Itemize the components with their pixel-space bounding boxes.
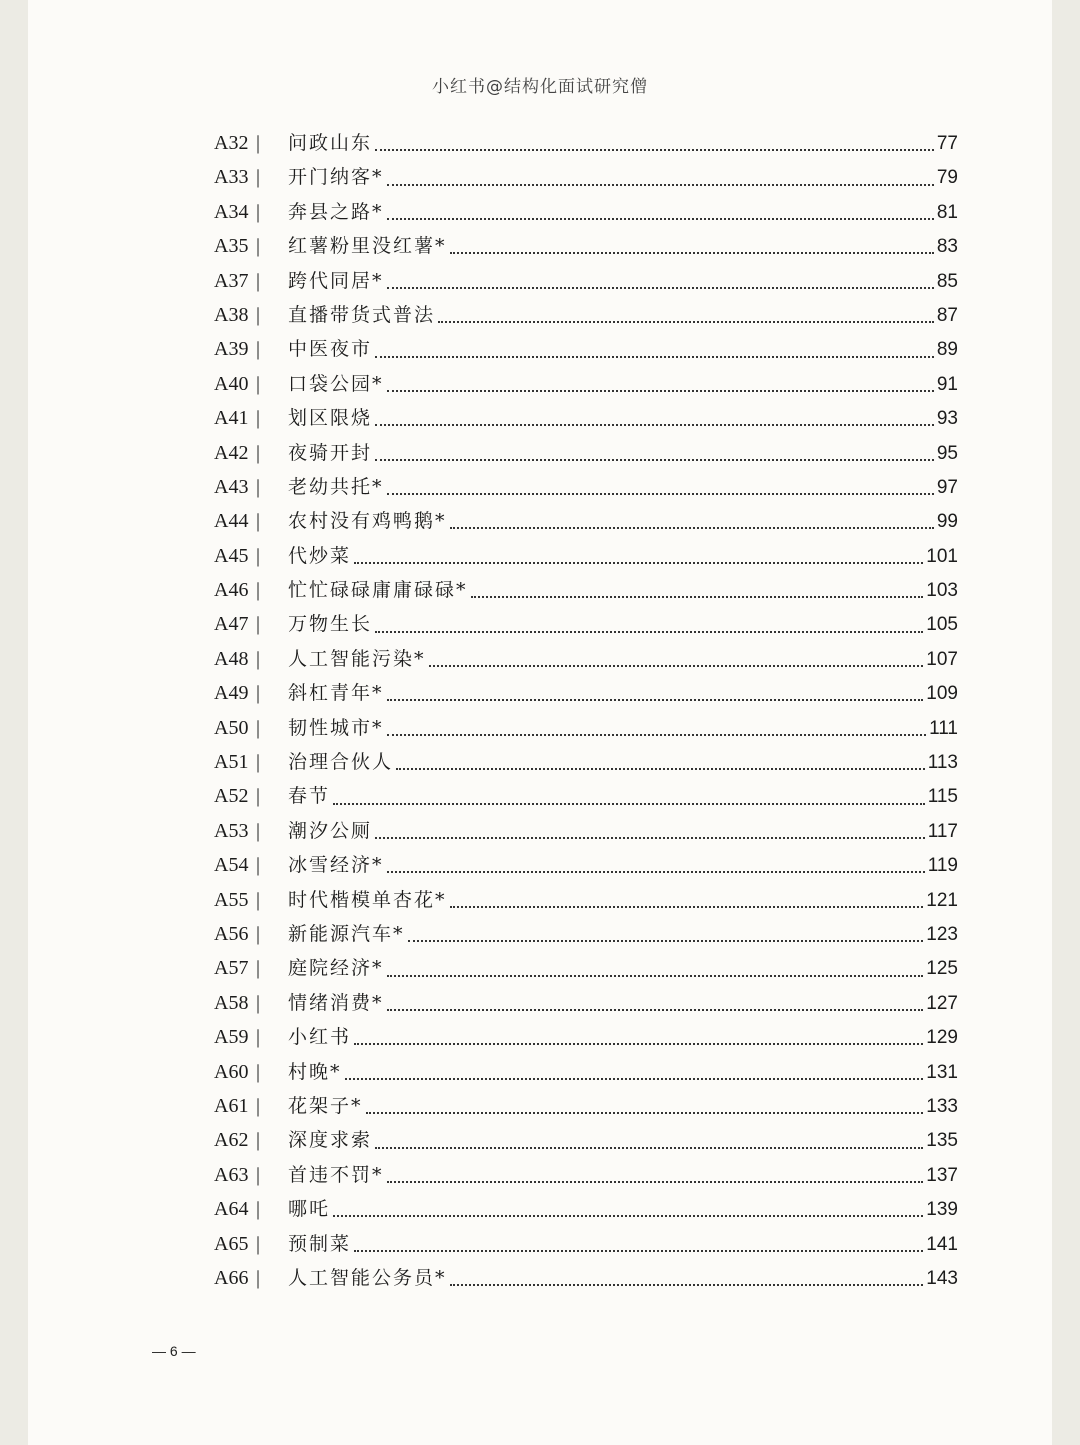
toc-separator: | bbox=[256, 1163, 261, 1186]
toc-separator: | bbox=[256, 166, 261, 189]
toc-separator: | bbox=[256, 957, 261, 980]
toc-entry bbox=[214, 848, 958, 882]
toc-entry bbox=[214, 1123, 958, 1157]
toc-separator: | bbox=[256, 613, 261, 636]
toc-entry-code: A62 bbox=[214, 1129, 249, 1152]
toc-entry bbox=[214, 229, 958, 263]
toc-entry-code: A56 bbox=[214, 922, 249, 945]
toc-entry-page: 105 bbox=[926, 614, 958, 636]
dot-leader bbox=[429, 665, 924, 667]
toc-entry-code: A34 bbox=[214, 200, 249, 223]
dot-leader bbox=[375, 631, 923, 633]
toc-entry-page: 111 bbox=[929, 717, 958, 739]
toc-entry-title: 村晚* bbox=[288, 1060, 342, 1083]
toc-entry bbox=[214, 195, 958, 229]
document-page bbox=[28, 0, 1052, 1445]
toc-entry-title: 老幼共托* bbox=[288, 475, 384, 498]
dot-leader bbox=[387, 493, 934, 495]
toc-separator: | bbox=[256, 751, 261, 774]
toc-separator: | bbox=[256, 819, 261, 842]
toc-entry-code: A61 bbox=[214, 1094, 249, 1117]
toc-entry bbox=[214, 332, 958, 366]
dot-leader bbox=[387, 1181, 924, 1183]
toc-entry-title: 花架子* bbox=[288, 1094, 363, 1117]
toc-separator: | bbox=[256, 338, 261, 361]
toc-separator: | bbox=[256, 1094, 261, 1117]
dot-leader bbox=[354, 1043, 923, 1045]
toc-entry-page: 121 bbox=[926, 889, 958, 911]
dot-leader bbox=[387, 699, 924, 701]
dot-leader bbox=[387, 287, 934, 289]
toc-entry bbox=[214, 126, 958, 160]
toc-separator: | bbox=[256, 269, 261, 292]
toc-entry-code: A53 bbox=[214, 819, 249, 842]
toc-separator: | bbox=[256, 1198, 261, 1221]
dot-leader bbox=[438, 321, 934, 323]
toc-separator: | bbox=[256, 991, 261, 1014]
dot-leader bbox=[375, 837, 925, 839]
toc-entry-title: 新能源汽车* bbox=[288, 922, 405, 945]
toc-entry-page: 109 bbox=[926, 683, 958, 705]
toc-entry-title: 潮汐公厕 bbox=[288, 819, 373, 842]
toc-entry-title: 开门纳客* bbox=[288, 166, 384, 189]
toc-entry bbox=[214, 367, 958, 401]
toc-separator: | bbox=[256, 785, 261, 808]
toc-entry-page: 131 bbox=[926, 1061, 958, 1083]
toc-entry-code: A39 bbox=[214, 338, 249, 361]
toc-entry-page: 79 bbox=[936, 167, 958, 189]
dot-leader bbox=[387, 975, 924, 977]
toc-separator: | bbox=[256, 303, 261, 326]
dot-leader bbox=[450, 527, 934, 529]
dot-leader bbox=[408, 940, 924, 942]
toc-separator: | bbox=[256, 132, 261, 154]
toc-entry-page: 129 bbox=[926, 1027, 958, 1049]
toc-entry-title: 治理合伙人 bbox=[288, 751, 394, 774]
dot-leader bbox=[387, 218, 934, 220]
toc-entry-title: 春节 bbox=[288, 785, 331, 808]
toc-separator: | bbox=[256, 922, 261, 945]
toc-separator: | bbox=[256, 510, 261, 533]
toc-entry bbox=[214, 470, 958, 504]
toc-entry bbox=[214, 779, 958, 813]
toc-entry-code: A66 bbox=[214, 1266, 249, 1289]
toc-entry-page: 81 bbox=[936, 201, 958, 223]
toc-entry-code: A58 bbox=[214, 991, 249, 1014]
toc-entry-title: 农村没有鸡鸭鹅* bbox=[288, 510, 447, 533]
dot-leader bbox=[471, 596, 924, 598]
toc-entry bbox=[214, 676, 958, 710]
toc-entry-title: 红薯粉里没红薯* bbox=[288, 235, 447, 258]
toc-entry-title: 情绪消费* bbox=[288, 991, 384, 1014]
dot-leader bbox=[387, 1009, 924, 1011]
dot-leader bbox=[387, 871, 925, 873]
toc-entry-page: 103 bbox=[926, 580, 958, 602]
toc-entry-page: 135 bbox=[926, 1130, 958, 1152]
dot-leader bbox=[450, 1284, 924, 1286]
toc-separator: | bbox=[256, 235, 261, 258]
dot-leader bbox=[366, 1112, 924, 1114]
toc-entry bbox=[214, 436, 958, 470]
table-of-contents bbox=[214, 126, 958, 1295]
toc-entry-title: 人工智能污染* bbox=[288, 647, 426, 670]
toc-separator: | bbox=[256, 579, 261, 602]
dot-leader bbox=[387, 390, 934, 392]
toc-entry-title: 奔县之路* bbox=[288, 200, 384, 223]
toc-entry-code: A52 bbox=[214, 785, 249, 808]
toc-entry-page: 95 bbox=[936, 442, 958, 464]
toc-entry bbox=[214, 160, 958, 194]
toc-entry-code: A63 bbox=[214, 1163, 249, 1186]
toc-entry bbox=[214, 745, 958, 779]
toc-entry-page: 141 bbox=[926, 1233, 958, 1255]
toc-separator: | bbox=[256, 544, 261, 567]
toc-entry-code: A40 bbox=[214, 372, 249, 395]
toc-separator: | bbox=[256, 682, 261, 705]
dot-leader bbox=[375, 424, 934, 426]
toc-entry-code: A37 bbox=[214, 269, 249, 292]
toc-entry bbox=[214, 504, 958, 538]
toc-entry-title: 人工智能公务员* bbox=[288, 1266, 447, 1289]
toc-entry-page: 107 bbox=[926, 648, 958, 670]
toc-entry-code: A44 bbox=[214, 510, 249, 533]
toc-entry-title: 划区限烧 bbox=[288, 407, 373, 430]
toc-entry bbox=[214, 814, 958, 848]
toc-entry-page: 97 bbox=[936, 476, 958, 498]
toc-entry-code: A51 bbox=[214, 751, 249, 774]
toc-entry bbox=[214, 1089, 958, 1123]
dot-leader bbox=[450, 252, 934, 254]
toc-entry-page: 137 bbox=[926, 1164, 958, 1186]
toc-entry-title: 深度求索 bbox=[288, 1129, 373, 1152]
toc-entry bbox=[214, 539, 958, 573]
toc-entry-code: A32 bbox=[214, 132, 249, 154]
toc-entry-page: 99 bbox=[936, 511, 958, 533]
toc-entry-code: A43 bbox=[214, 475, 249, 498]
toc-separator: | bbox=[256, 1232, 261, 1255]
dot-leader bbox=[375, 149, 934, 151]
toc-separator: | bbox=[256, 200, 261, 223]
dot-leader bbox=[354, 1250, 923, 1252]
toc-entry-title: 哪吒 bbox=[288, 1198, 331, 1221]
toc-separator: | bbox=[256, 888, 261, 911]
toc-entry-page: 139 bbox=[926, 1199, 958, 1221]
toc-entry-code: A65 bbox=[214, 1232, 249, 1255]
toc-separator: | bbox=[256, 441, 261, 464]
toc-entry-code: A54 bbox=[214, 854, 249, 877]
toc-separator: | bbox=[256, 1060, 261, 1083]
toc-entry-page: 93 bbox=[936, 408, 958, 430]
toc-entry-title: 庭院经济* bbox=[288, 957, 384, 980]
toc-entry-title: 首违不罚* bbox=[288, 1163, 384, 1186]
toc-entry bbox=[214, 883, 958, 917]
toc-entry bbox=[214, 401, 958, 435]
toc-entry-code: A60 bbox=[214, 1060, 249, 1083]
toc-entry-code: A59 bbox=[214, 1026, 249, 1049]
toc-entry-page: 85 bbox=[936, 270, 958, 292]
toc-entry-page: 123 bbox=[926, 923, 958, 945]
toc-entry-page: 89 bbox=[936, 339, 958, 361]
dot-leader bbox=[354, 562, 923, 564]
toc-entry bbox=[214, 1055, 958, 1089]
dot-leader bbox=[345, 1078, 924, 1080]
toc-entry-title: 时代楷模单杏花* bbox=[288, 888, 447, 911]
toc-entry bbox=[214, 1192, 958, 1226]
toc-separator: | bbox=[256, 1129, 261, 1152]
toc-entry-title: 夜骑开封 bbox=[288, 441, 373, 464]
toc-entry-title: 预制菜 bbox=[288, 1232, 352, 1255]
toc-entry bbox=[214, 951, 958, 985]
toc-entry-title: 口袋公园* bbox=[288, 372, 384, 395]
toc-entry-page: 125 bbox=[926, 958, 958, 980]
toc-entry bbox=[214, 298, 958, 332]
dot-leader bbox=[375, 1147, 923, 1149]
toc-entry bbox=[214, 1020, 958, 1054]
dot-leader bbox=[333, 1215, 923, 1217]
toc-entry bbox=[214, 917, 958, 951]
toc-entry-page: 77 bbox=[936, 133, 958, 154]
toc-entry bbox=[214, 1158, 958, 1192]
toc-entry-title: 斜杠青年* bbox=[288, 682, 384, 705]
toc-separator: | bbox=[256, 716, 261, 739]
toc-entry-code: A50 bbox=[214, 716, 249, 739]
toc-entry-page: 83 bbox=[936, 236, 958, 258]
toc-entry-title: 直播带货式普法 bbox=[288, 303, 436, 326]
toc-entry-code: A45 bbox=[214, 544, 249, 567]
toc-entry-code: A64 bbox=[214, 1198, 249, 1221]
toc-entry bbox=[214, 1227, 958, 1261]
dot-leader bbox=[375, 459, 934, 461]
toc-entry-code: A42 bbox=[214, 441, 249, 464]
toc-entry-page: 143 bbox=[926, 1267, 958, 1289]
toc-entry-page: 87 bbox=[936, 304, 958, 326]
toc-entry bbox=[214, 986, 958, 1020]
toc-entry-title: 代炒菜 bbox=[288, 544, 352, 567]
toc-entry-code: A49 bbox=[214, 682, 249, 705]
toc-entry-title: 跨代同居* bbox=[288, 269, 384, 292]
toc-separator: | bbox=[256, 854, 261, 877]
dot-leader bbox=[387, 184, 934, 186]
toc-entry-page: 133 bbox=[926, 1095, 958, 1117]
toc-entry-page: 127 bbox=[926, 992, 958, 1014]
toc-entry-title: 冰雪经济* bbox=[288, 854, 384, 877]
toc-entry-code: A35 bbox=[214, 235, 249, 258]
toc-entry-code: A33 bbox=[214, 166, 249, 189]
toc-entry-code: A47 bbox=[214, 613, 249, 636]
dot-leader bbox=[333, 803, 925, 805]
toc-entry-code: A55 bbox=[214, 888, 249, 911]
toc-entry-code: A57 bbox=[214, 957, 249, 980]
page-header: 小红书@结构化面试研究僧 bbox=[432, 77, 648, 97]
dot-leader bbox=[450, 906, 924, 908]
toc-separator: | bbox=[256, 372, 261, 395]
toc-separator: | bbox=[256, 647, 261, 670]
toc-entry-code: A48 bbox=[214, 647, 249, 670]
toc-entry bbox=[214, 1261, 958, 1295]
toc-entry-title: 忙忙碌碌庸庸碌碌* bbox=[288, 579, 468, 602]
toc-separator: | bbox=[256, 475, 261, 498]
toc-separator: | bbox=[256, 1026, 261, 1049]
dot-leader bbox=[396, 768, 925, 770]
toc-entry bbox=[214, 711, 958, 745]
toc-entry-page: 117 bbox=[927, 820, 958, 842]
toc-entry-title: 中医夜市 bbox=[288, 338, 373, 361]
toc-entry-code: A46 bbox=[214, 579, 249, 602]
toc-separator: | bbox=[256, 1266, 261, 1289]
toc-entry-page: 101 bbox=[926, 545, 958, 567]
toc-entry bbox=[214, 642, 958, 676]
toc-entry-page: 91 bbox=[936, 373, 958, 395]
toc-separator: | bbox=[256, 407, 261, 430]
dot-leader bbox=[387, 734, 927, 736]
toc-entry-page: 119 bbox=[927, 855, 958, 877]
toc-entry bbox=[214, 573, 958, 607]
toc-entry-title: 万物生长 bbox=[288, 613, 373, 636]
page-number-footer: — 6 — bbox=[152, 1343, 196, 1359]
toc-entry-title: 韧性城市* bbox=[288, 716, 384, 739]
toc-entry-title: 小红书 bbox=[288, 1026, 352, 1049]
toc-entry-code: A38 bbox=[214, 303, 249, 326]
toc-entry-page: 113 bbox=[927, 752, 958, 774]
toc-entry-title: 问政山东 bbox=[288, 132, 373, 154]
toc-entry bbox=[214, 264, 958, 298]
dot-leader bbox=[375, 356, 934, 358]
toc-entry-page: 115 bbox=[927, 786, 958, 808]
toc-entry bbox=[214, 607, 958, 641]
toc-entry-code: A41 bbox=[214, 407, 249, 430]
